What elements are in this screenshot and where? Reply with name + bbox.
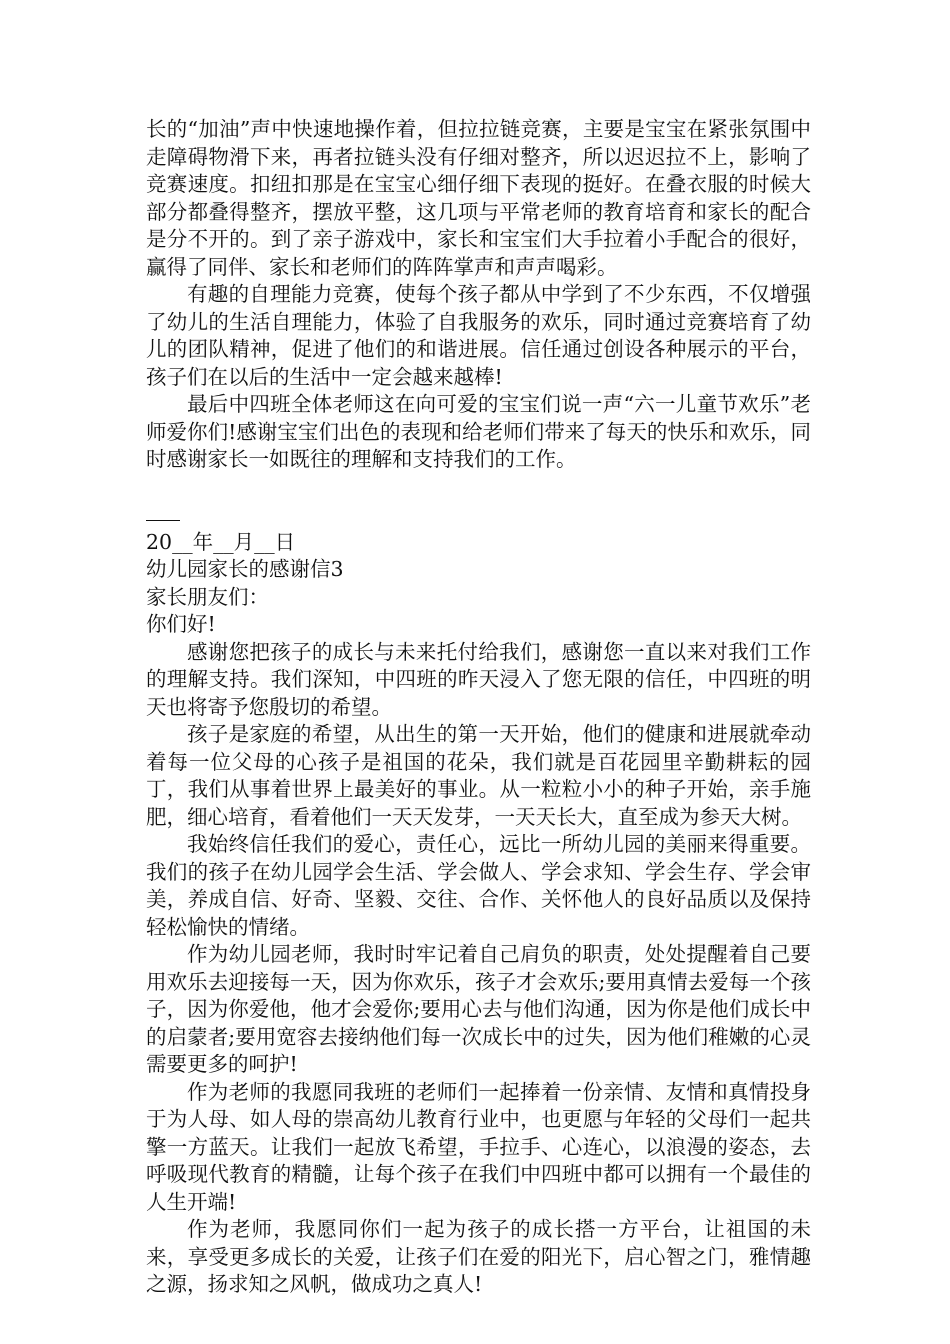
letter-greeting: 你们好!	[146, 612, 216, 636]
letter-title: 幼儿园家长的感谢信3	[146, 557, 344, 581]
paragraph-self-care-summary: 有趣的自理能力竞赛，使每个孩子都从中学到了不少东西，不仅增强了幼儿的生活自理能力，体验了自我服务的欢乐，同时通过竞赛培育了幼儿的团队精神，促进了他们的和谐进展。信任通过创设各种展示的平台，孩子们在以后的生活中一定会越来越棒!	[146, 282, 811, 389]
paragraph-childrens-day-wish: 最后中四班全体老师这在向可爱的宝宝们说一声“六一儿童节欢乐”老师爱你们!感谢宝宝们出色的表现和给老师们带来了每天的快乐和欢乐，同时感谢家长一如既往的理解和支持我们的工作。	[146, 392, 811, 471]
paragraph-platform: 作为老师，我愿同你们一起为孩子的成长搭一方平台，让祖国的未来，享受更多成长的关爱，让孩子们在爱的阳光下，启心智之门，雅情趣之源，扬求知之风帆，做成功之真人!	[146, 1217, 811, 1296]
date-line: 20__年__月__日	[146, 529, 296, 554]
paragraph-thanks: 感谢您把孩子的成长与未来托付给我们，感谢您一直以来对我们工作的理解支持。我们深知，中四班的昨天浸入了您无限的信任，中四班的明天也将寄予您殷切的希望。	[146, 639, 811, 719]
letter-salutation: 家长朋友们：	[146, 584, 269, 609]
paragraph-teacher-commitment: 作为老师的我愿同我班的老师们一起捧着一份亲情、友情和真情投身于为人母、如人母的崇高幼儿教育行业中，也更愿与年轻的父母们一起共擎一方蓝天。让我们一起放飞希望，手拉手、心连心，以浪漫的姿态，去呼吸现代教育的精髓，让每个孩子在我们中四班中都可以拥有一个最佳的人生开端!	[146, 1079, 811, 1214]
paragraph-competition-details: 长的“加油”声中快速地操作着，但拉拉链竞赛，主要是宝宝在紧张氛围中走障碍物滑下来，再者拉链头没有仔细对整齐，所以迟迟拉不上，影响了竞赛速度。扣纽扣那是在宝宝心细仔细下表现的挺好。在叠衣服的时候大部分都叠得整齐，摆放平整，这几项与平常老师的教育培育和家长的配合是分不开的。到了亲子游戏中，家长和宝宝们大手拉着小手配合的很好，赢得了同伴、家长和老师们的阵阵掌声和声声喝彩。	[146, 117, 811, 279]
document-body	[146, 116, 811, 1299]
paragraph-family-hope: 孩子是家庭的希望，从出生的第一天开始，他们的健康和进展就牵动着每一位父母的心孩子是祖国的花朵，我们就是百花园里辛勤耕耘的园丁，我们从事着世界上最美好的事业。从一粒粒小小的种子开始，亲手施肥，细心培育，看着他们一天天发芽，一天天长大，直至成为参天大树。	[146, 722, 811, 829]
paragraph-teacher-duty: 作为幼儿园老师，我时时牢记着自己肩负的职责，处处提醒着自己要用欢乐去迎接每一天，因为你欢乐，孩子才会欢乐;要用真情去爱每一个孩子，因为你爱他，他才会爱你;要用心去与他们沟通，因为你是他们成长中的启蒙者;要用宽容去接纳他们每一次成长中的过失，因为他们稚嫩的心灵需要更多的呵护!	[146, 942, 811, 1076]
signature-underline	[146, 504, 180, 521]
paragraph-love-responsibility: 我始终信任我们的爱心，责任心，远比一所幼儿园的美丽来得重要。我们的孩子在幼儿园学会生活、学会做人、学会求知、学会生存、学会审美，养成自信、好奇、坚毅、交往、合作、关怀他人的良好品质以及保持轻松愉快的情绪。	[146, 832, 811, 939]
blank-line	[146, 474, 811, 502]
signature-line	[146, 501, 811, 529]
